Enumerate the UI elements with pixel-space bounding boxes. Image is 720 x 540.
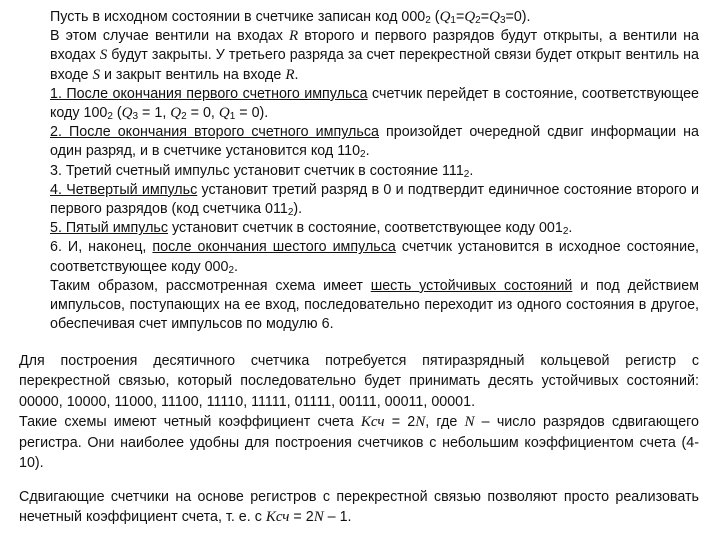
text-run: Для построения десятичного счетчика потребуется пятиразрядный кольцевой регистр с перекрестной связью, который последовательно будет принимать десять устойчивых состояний: 00000, 10000, 11000, 11100, 11110, 11111, 01111, 00111, 00011, 00001. bbox=[19, 353, 699, 410]
variable-text: Q bbox=[439, 9, 451, 25]
text-run: =0). bbox=[505, 9, 531, 25]
variable-text: N bbox=[464, 414, 475, 431]
text-run: . bbox=[365, 143, 370, 160]
variable-text: Q bbox=[464, 9, 476, 25]
text-run: . bbox=[294, 66, 299, 83]
variable-text: Q bbox=[170, 105, 182, 122]
text-run: ( bbox=[112, 105, 122, 122]
text-run: . bbox=[568, 220, 573, 237]
subscript-text: 2 bbox=[425, 15, 431, 26]
underlined-text: после окончания шестого импульса bbox=[152, 239, 396, 256]
text-run: счетчик перейдет в состояние, соответствующее коду 100 bbox=[50, 85, 699, 122]
text-run: и под действием импульсов, поступающих на ее вход, последовательно переходит из одного состояния в другое, обеспечивая счет импульсов по модулю 6. bbox=[50, 277, 699, 333]
subscript-text: 2 bbox=[463, 168, 470, 180]
text-run: и закрыт вентиль на входе bbox=[100, 66, 286, 83]
underlined-text: 4. Четвертый импульс bbox=[50, 181, 198, 198]
subscript-text: 3 bbox=[132, 111, 139, 123]
text-run: . bbox=[234, 258, 238, 275]
text-run: = bbox=[455, 9, 465, 25]
text-run: установит третий разряд в 0 и подтвердит единичное состояние второго и первого разрядов (код счетчика 011 bbox=[50, 181, 699, 218]
subscript-text: 3 bbox=[499, 15, 506, 26]
underlined-text: 2. После окончания второго счетного импульса bbox=[50, 124, 379, 141]
variable-text: R bbox=[285, 66, 295, 83]
text-run: В этом случае вентили на входах bbox=[50, 28, 289, 45]
subscript-text: 2 bbox=[228, 264, 235, 276]
text-run: = bbox=[480, 9, 490, 25]
text-run: ( bbox=[430, 9, 440, 25]
block1-paragraph bbox=[50, 277, 699, 335]
subscript-text: 2 bbox=[475, 15, 481, 26]
underlined-text: 1. После окончания первого счетного импульса bbox=[50, 85, 368, 102]
block1-paragraph bbox=[50, 219, 699, 238]
text-run: ). bbox=[293, 201, 303, 218]
block1-paragraph bbox=[50, 27, 699, 85]
text-run: 6. И, наконец, bbox=[50, 239, 153, 256]
text-run: Сдвигающие счетчики на основе регистров с перекрестной связью позволяют просто реализовать нечетный коэффициент счета, т. е. с bbox=[19, 489, 699, 526]
subscript-text: 2 bbox=[181, 111, 187, 123]
text-run: установит счетчик в состояние, соответствующее коду 001 bbox=[168, 220, 563, 237]
text-run: будут закрыты. У третьего разряда за счет перекрестной связи будет открыт вентиль на входе bbox=[50, 47, 699, 83]
text-run: Пусть в исходном состоянии в счетчике записан код 000 bbox=[50, 9, 426, 25]
variable-text: Kсч bbox=[360, 414, 385, 431]
block1-paragraph bbox=[50, 238, 699, 276]
odd-count-description bbox=[19, 487, 699, 528]
variable-text: N bbox=[313, 509, 324, 526]
block1-paragraph bbox=[50, 123, 699, 161]
underlined-text: 5. Пятый импульс bbox=[50, 220, 169, 237]
variable-text: Q bbox=[218, 105, 230, 122]
text-run: 3. Третий счетный импульс установит счетчик в состояние 111 bbox=[50, 162, 464, 179]
block1-paragraph bbox=[50, 85, 699, 123]
text-run: = 2 bbox=[289, 509, 314, 526]
text-run: = 1, bbox=[138, 105, 171, 122]
block1-paragraph bbox=[50, 8, 699, 27]
text-run: = 0, bbox=[186, 105, 219, 122]
block2-paragraph bbox=[19, 351, 699, 412]
counter-states-description bbox=[50, 8, 699, 334]
block3-paragraph bbox=[19, 487, 699, 528]
block1-paragraph bbox=[50, 162, 699, 181]
variable-text: Kсч bbox=[265, 509, 290, 526]
subscript-text: 1 bbox=[229, 111, 236, 123]
variable-text: R bbox=[288, 28, 299, 45]
decimal-counter-description bbox=[19, 351, 699, 473]
text-run: . bbox=[469, 162, 474, 179]
variable-text: S bbox=[92, 66, 100, 83]
text-run: = 2 bbox=[384, 414, 416, 431]
variable-text: S bbox=[99, 47, 108, 64]
subscript-text: 2 bbox=[107, 111, 113, 123]
text-run: Такие схемы имеют четный коэффициент счета bbox=[19, 414, 361, 431]
underlined-text: шесть устойчивых состояний bbox=[370, 277, 573, 294]
text-run: Таким образом, рассмотренная схема имеет bbox=[50, 277, 371, 294]
text-run: счетчик установится в исходное состояние, соответствующее коду 000 bbox=[50, 239, 700, 275]
block2-paragraph bbox=[19, 412, 699, 473]
text-run: – число разрядов сдвигающего регистра. Они наиболее удобны для построения счетчиков с небольшим коэффициентом счета (4-10). bbox=[19, 414, 699, 472]
variable-text: N bbox=[415, 414, 426, 431]
subscript-text: 2 bbox=[287, 207, 294, 219]
text-run: – 1. bbox=[323, 509, 352, 526]
text-run: = 0). bbox=[235, 105, 269, 122]
subscript-text: 1 bbox=[450, 15, 456, 26]
variable-text: Q bbox=[489, 9, 500, 25]
text-run: произойдет очередной сдвиг информации на один разряд, и в счетчике установится код 110 bbox=[50, 124, 699, 160]
text-run: второго и первого разрядов будут открыты, а вентили на входах bbox=[50, 28, 699, 64]
block1-paragraph bbox=[50, 181, 699, 219]
text-run: , где bbox=[425, 414, 465, 431]
subscript-text: 2 bbox=[562, 226, 569, 238]
variable-text: Q bbox=[121, 105, 133, 122]
subscript-text: 2 bbox=[360, 149, 366, 161]
